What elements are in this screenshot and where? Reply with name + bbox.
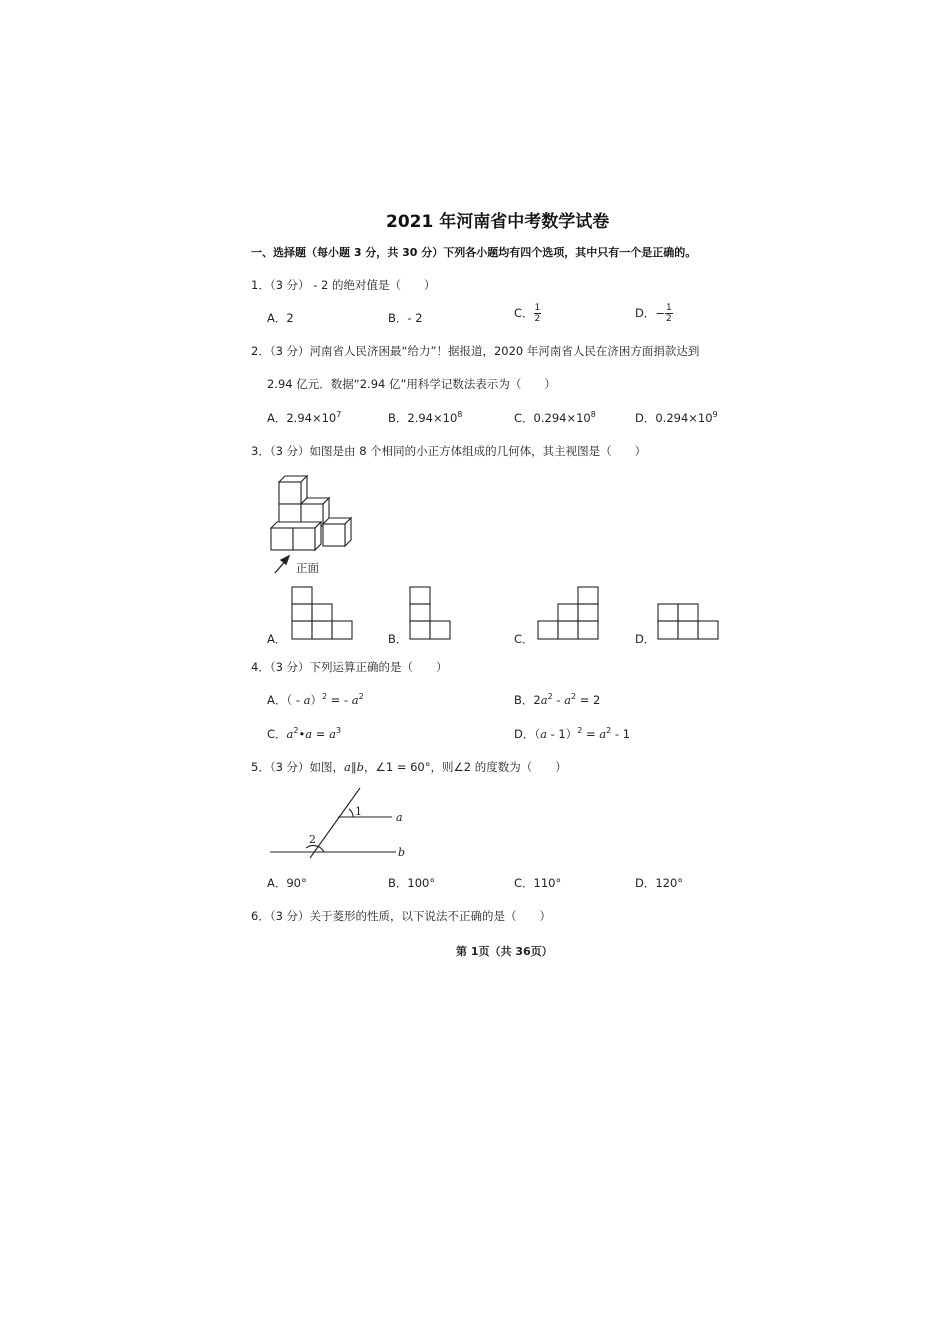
question-1-option-b: B．- 2 [388, 311, 423, 325]
line-b-label: b [398, 846, 406, 859]
parallel-lines-figure [268, 786, 413, 861]
question-1-option-d: D．− $\frac{1}{2}$ [635, 303, 672, 324]
question-3-option-a: A． [267, 632, 287, 646]
question-5-option-b: B．100° [388, 876, 436, 890]
option-b-view-figure [409, 586, 451, 640]
question-3-option-c: C． [514, 632, 534, 646]
question-4-option-c: C．$a^2•a = a^3$ [267, 726, 342, 741]
option-c-view-figure [537, 586, 599, 640]
question-1-option-c: C． $\frac{1}{2}$ [514, 303, 541, 324]
question-3-option-d: D． [635, 632, 656, 646]
angle-2-label: 2 [309, 833, 316, 846]
question-4-option-a: A．（ - a）$^2$ = - $a^2$ [267, 692, 364, 707]
question-2-option-c: C．$0.294\times 10^8$ [514, 410, 596, 425]
option-d-view-figure [657, 603, 719, 640]
question-4-option-d: D．$(a - 1)^2 = a^2 - 1$ [514, 726, 631, 741]
question-2-stem-line2: 2.94 亿元．数据“2.94 亿”用科学记数法表示为（ ） [267, 377, 556, 391]
question-2-option-d: D．$0.294\times 10^9$ [635, 410, 718, 425]
question-2-option-a: A．$2.94\times 10^7$ [267, 410, 342, 425]
question-4-option-b: B．$2a^2 - a^2 = 2$ [514, 692, 601, 707]
question-6-stem: 6．（3 分）关于菱形的性质，以下说法不正确的是（ ） [251, 909, 552, 923]
option-a-view-figure [291, 586, 353, 640]
question-2-stem-line1: 2．（3 分）河南省人民济困最“给力”！据报道，2020 年河南省人民在济困方面捐款达到 [251, 344, 700, 358]
line-a-label: a [396, 811, 403, 824]
front-view-label: 正面 [296, 561, 319, 575]
page-footer: 第 1页（共 36页） [456, 945, 553, 958]
question-5-option-c: C．110° [514, 876, 562, 890]
question-4-stem: 4．（3 分）下列运算正确的是（ ） [251, 660, 448, 674]
question-5-option-a: A．90° [267, 876, 307, 890]
question-5-option-d: D．120° [635, 876, 684, 890]
question-5-stem: 5．（3 分）如图，a∥b，∠1 = 60°，则∠2 的度数为（ ） [251, 760, 567, 774]
question-1-option-a: A．2 [267, 311, 294, 325]
section-heading: 一、选择题（每小题 3 分，共 30 分）下列各小题均有四个选项，其中只有一个是正确的。 [251, 246, 697, 259]
question-3-stem: 3．（3 分）如图是由 8 个相同的小正方体组成的几何体，其主视图是（ ） [251, 444, 647, 458]
question-2-option-b: B．$2.94\times 10^8$ [388, 410, 463, 425]
question-1-stem: 1．（3 分） - 2 的绝对值是（ ） [251, 278, 436, 292]
page-title: 2021 年河南省中考数学试卷 [386, 212, 610, 232]
angle-1-label: 1 [355, 805, 362, 818]
question-3-option-b: B． [388, 632, 408, 646]
